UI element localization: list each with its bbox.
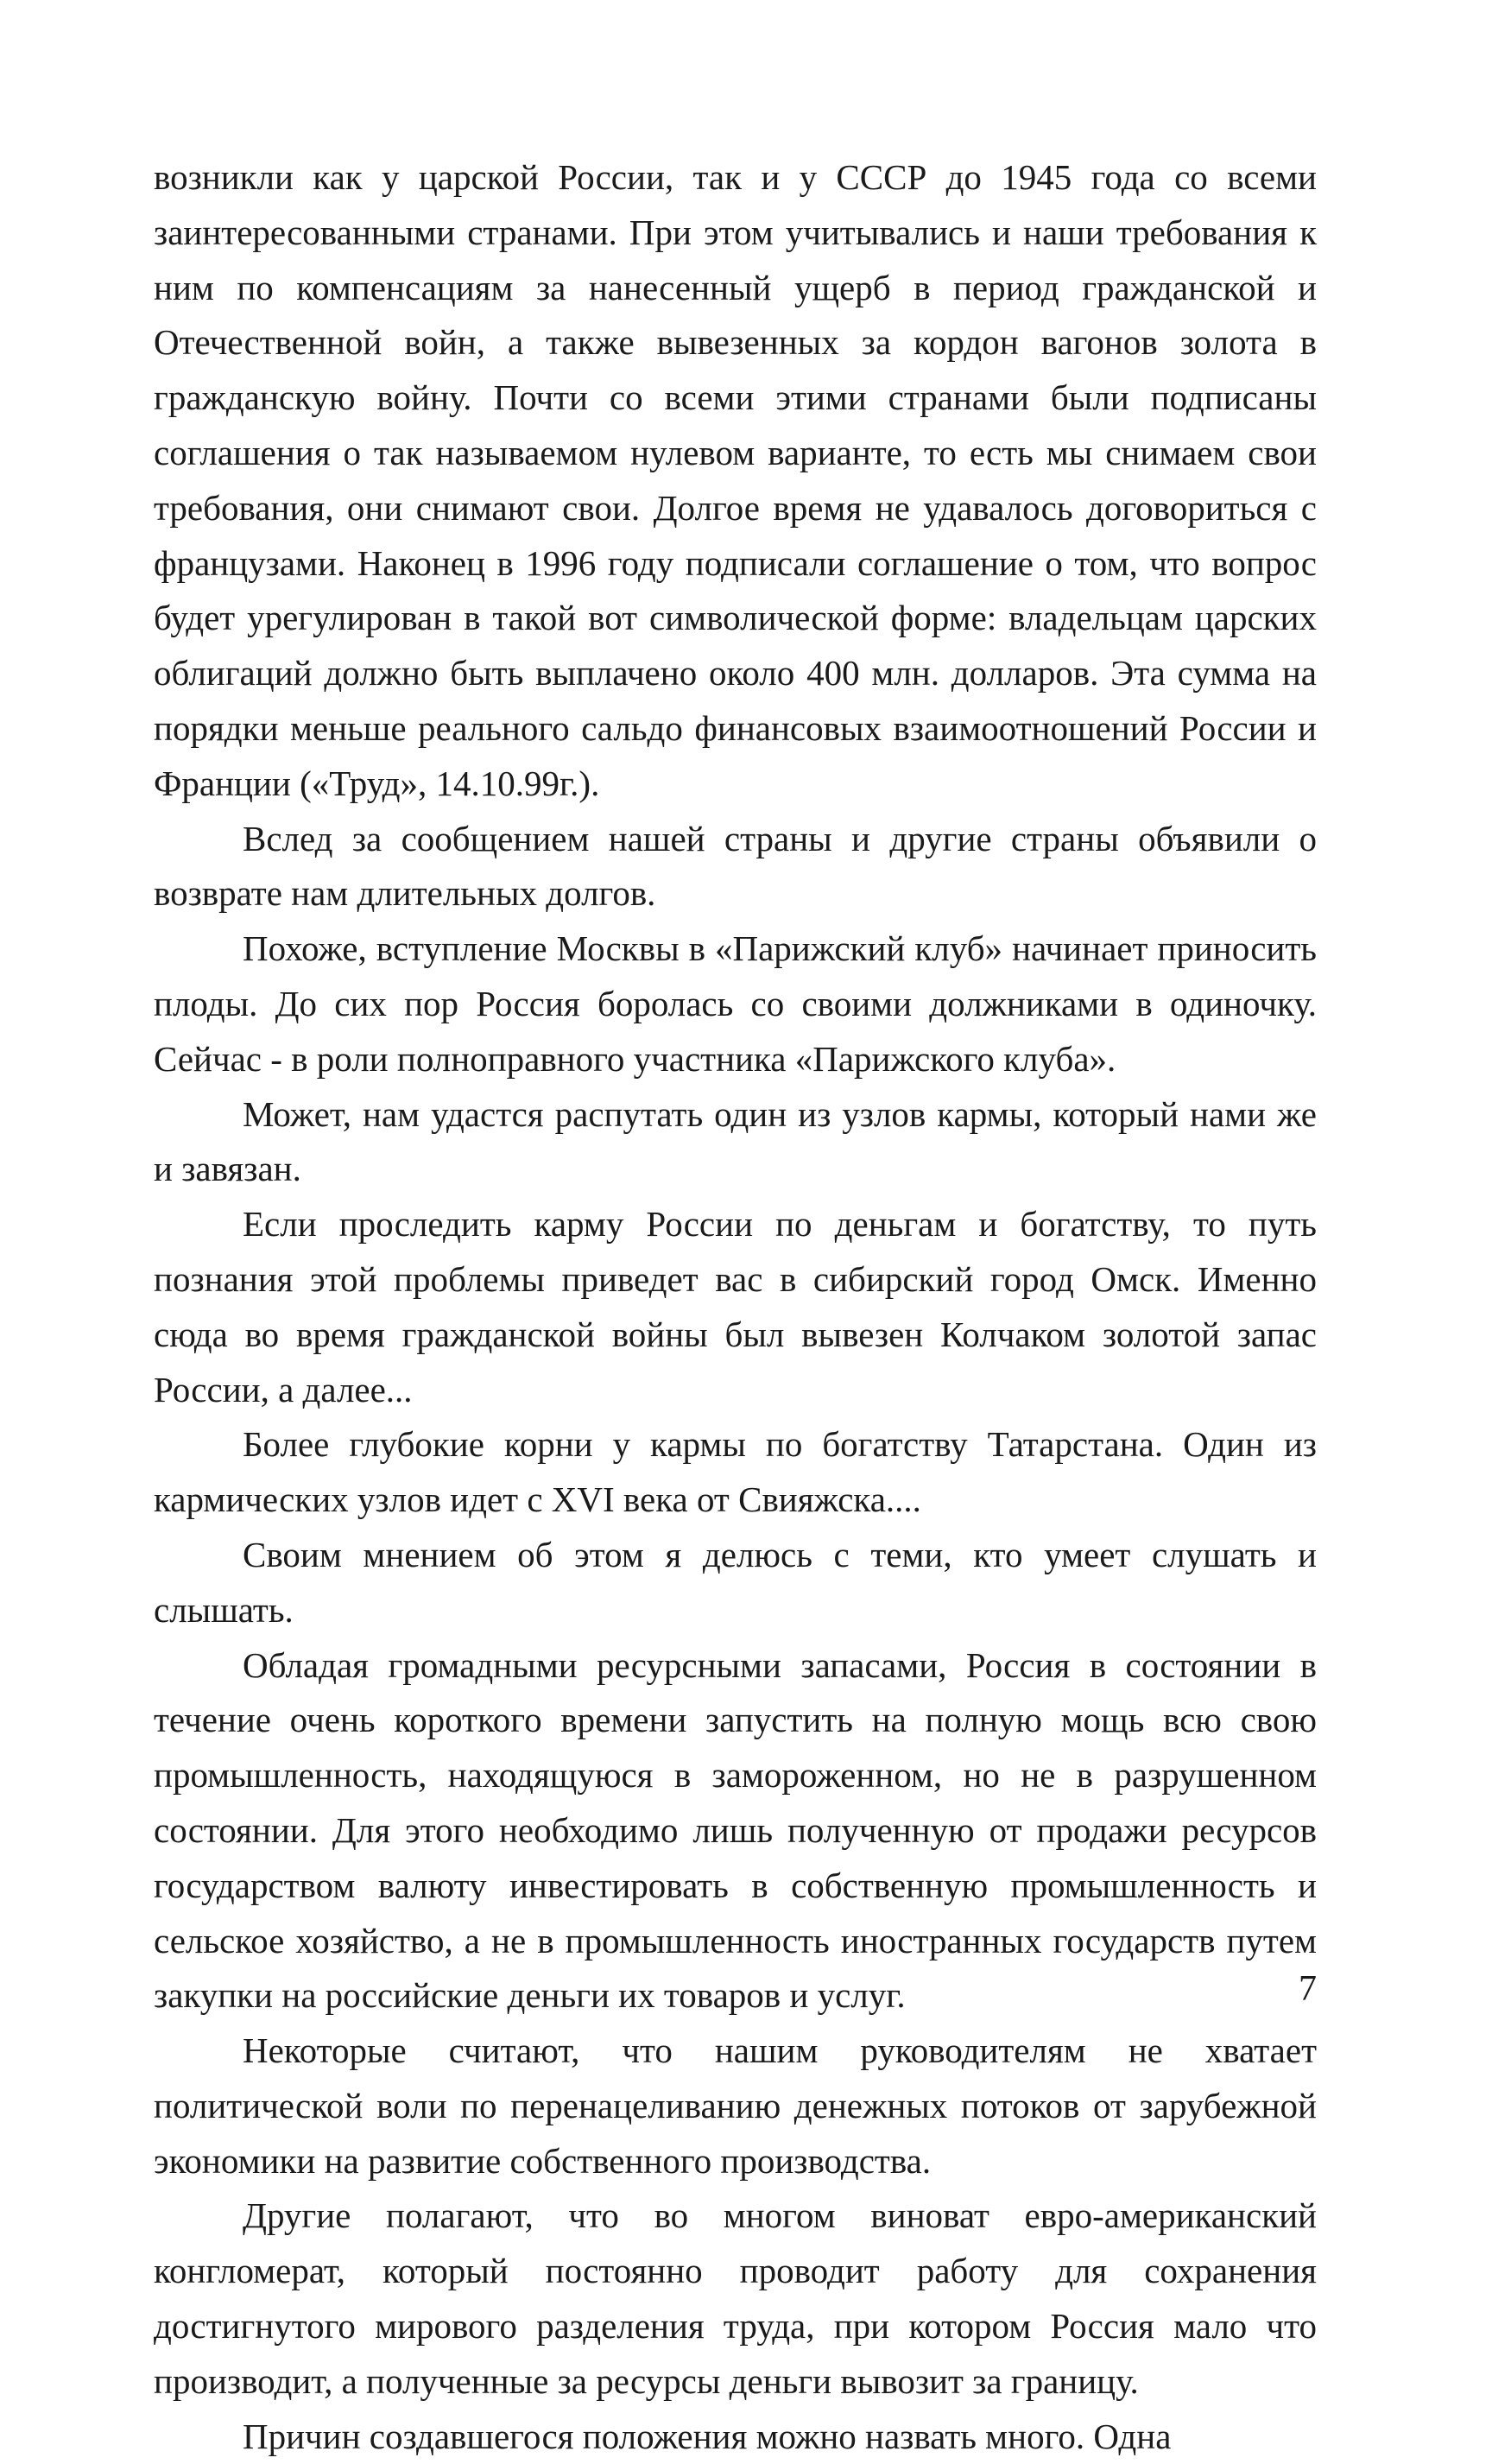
body-text [154,150,1317,2464]
paragraph: Обладая громадными ресурсными запасами, Россия в состоянии в течение очень короткого времени запустить на полную мощь всю свою промышленность, находящуюся в замороженном, но не в разрушенном состоянии. Для этого необходимо лишь полученную от продажи ресурсов государством валюту инвестировать в собственную промышленность и сельское хозяйство, а не в промышленность иностранных государств путем закупки на российские деньги их товаров и услуг. [154,1644,1317,2016]
page-number: 7 [1299,1969,1317,2009]
paragraph: Если проследить карму России по деньгам и богатству, то путь познания этой проблемы приведет вас в сибирский город Омск. Именно сюда во время гражданской войны был вывезен Колчаком золотой запас России, а далее... [154,1204,1317,1409]
paragraph: Похоже, вступление Москвы в «Парижский клуб» начинает приносить плоды. До сих пор Россия боролась со своими должниками в одиночку. Сейчас - в роли полноправного участника «Парижского клуба». [154,928,1317,1079]
paragraph: Может, нам удастся распутать один из узлов кармы, который нами же и завязан. [154,1093,1317,1189]
paragraph: Некоторые считают, что нашим руководителям не хватает политической воли по перенацеливанию денежных потоков от зарубежной экономики на развитие собственного производства. [154,2030,1317,2181]
paragraph: Своим мнением об этом я делюсь с теми, кто умеет слушать и слышать. [154,1534,1317,1630]
paragraph-continued: возникли как у царской России, так и у СССР до 1945 года со всеми заинтересованными странами. При этом учитывались и наши требования к ним по компенсациям за нанесенный ущерб в период гражданской и Отечественной войн, а также вывезенных за кордон вагонов золота в гражданскую войну. Почти со всеми этими странами были подписаны соглашения о так называемом нулевом варианте, то есть мы снимаем свои требования, они снимают свои. Долгое время не удавалось договориться с французами. Наконец в 1996 году подписали соглашение о том, что вопрос будет урегулирован в такой вот символической форме: владельцам царских облигаций должно быть выплачено около 400 млн. долларов. Эта сумма на порядки меньше реального сальдо финансовых взаимоотношений России и Франции («Труд», 14.10.99г.). [154,157,1317,803]
paragraph: Вслед за сообщением нашей страны и другие страны объявили о возврате нам длительных долгов. [154,818,1317,914]
paragraph: Другие полагают, что во многом виноват евро-американский конгломерат, который постоянно проводит работу для сохранения достигнутого мирового разделения труда, при котором Россия мало что производит, а полученные за ресурсы деньги вывозит за границу. [154,2195,1317,2401]
paragraph: Более глубокие корни у кармы по богатству Татарстана. Один из кармических узлов идет с XVI века от Свияжска.... [154,1424,1317,1520]
paragraph-last: Причин создавшегося положения можно назвать много. Одна [243,2416,1172,2456]
